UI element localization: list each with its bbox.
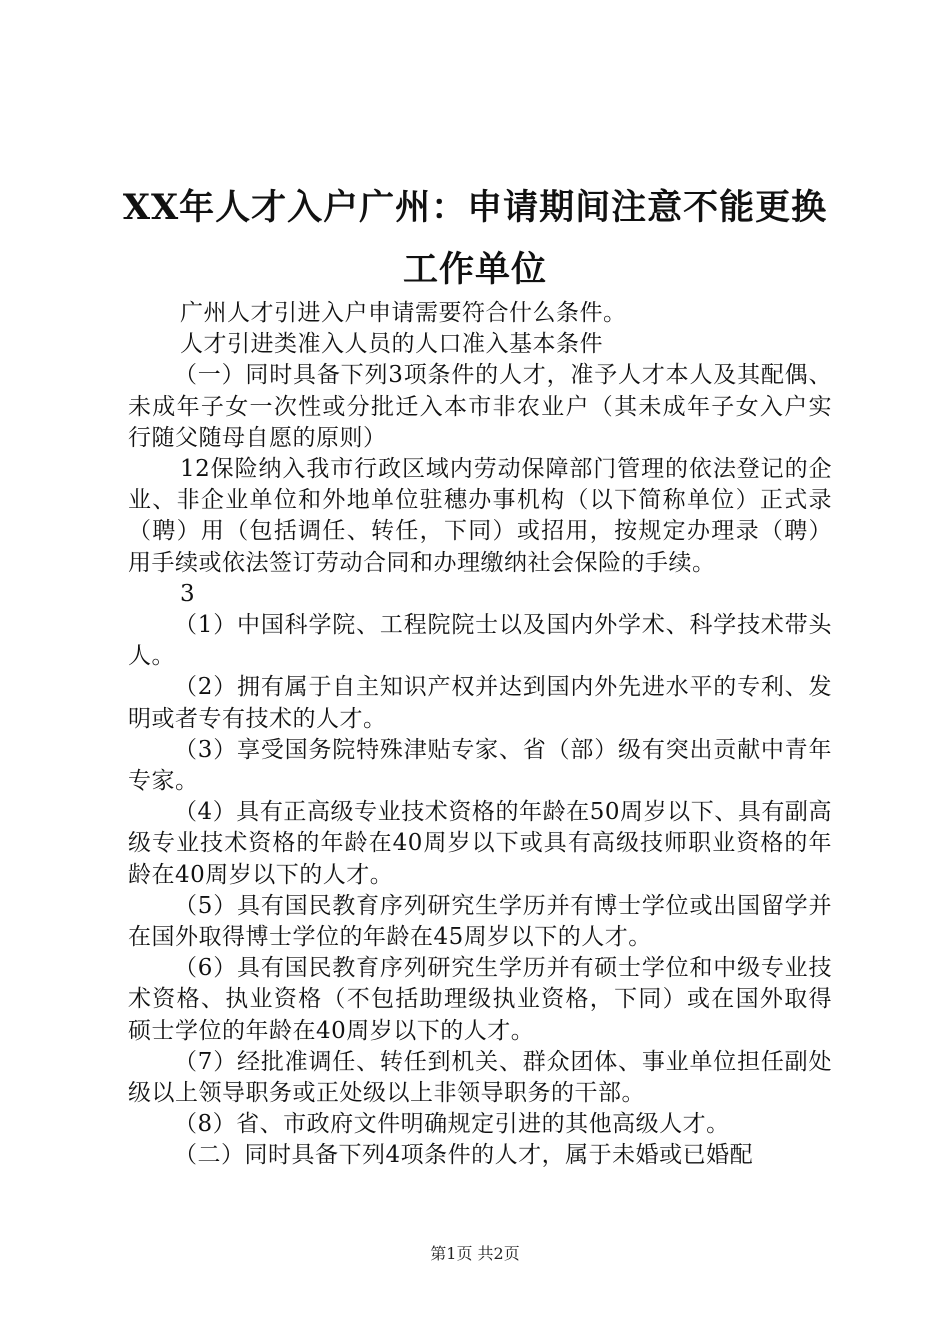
document-title-line-2: 工作单位 (402, 249, 547, 290)
document-body (128, 298, 832, 1172)
document-title-line-1: XX年人才入户广州：申请期间注意不能更换 (122, 187, 828, 228)
page-footer: 第1页 共2页 (430, 1244, 520, 1263)
paragraph-item-2: （2）拥有属于自主知识产权并达到国内外先进水平的专利、发明或者专有技术的人才。 (128, 674, 832, 732)
paragraph-item-7: （7）经批准调任、转任到机关、群众团体、事业单位担任副处级以上领导职务或正处级以上非领导职务的干部。 (128, 1048, 832, 1107)
paragraph-number-3: 3 (180, 580, 196, 607)
paragraph-basic-conditions: 人才引进类准入人员的人口准入基本条件 (180, 331, 603, 358)
paragraph-insurance: 12保险纳入我市行政区域内劳动保障部门管理的依法登记的企业、非企业单位和外地单位驻穗办事机构（以下简称单位）正式录（聘）用（包括调任、转任，下同）或招用，按规定办理录（聘）用手续或依法签订劳动合同和办理缴纳社会保险的手续。 (128, 456, 832, 576)
paragraph-item-8: （8）省、市政府文件明确规定引进的其他高级人才。 (174, 1111, 730, 1138)
paragraph-item-1: （1）中国科学院、工程院院士以及国内外学术、科学技术带头人。 (128, 612, 832, 670)
paragraph-condition-group-1: （一）同时具备下列3项条件的人才，准予人才本人及其配偶、未成年子女一次性或分批迁入本市非农业户（其未成年子女入户实行随父随母自愿的原则） (128, 362, 832, 451)
paragraph-condition-group-2: （二）同时具备下列4项条件的人才，属于未婚或已婚配 (174, 1142, 754, 1169)
paragraph-item-3: （3）享受国务院特殊津贴专家、省（部）级有突出贡献中青年专家。 (128, 736, 832, 795)
paragraph-intro: 广州人才引进入户申请需要符合什么条件。 (180, 300, 627, 326)
paragraph-item-6: （6）具有国民教育序列研究生学历并有硕士学位和中级专业技术资格、执业资格（不包括助理级执业资格，下同）或在国外取得硕士学位的年龄在40周岁以下的人才。 (128, 955, 832, 1044)
paragraph-item-4: （4）具有正高级专业技术资格的年龄在50周岁以下、具有副高级专业技术资格的年龄在40周岁以下或具有高级技师职业资格的年龄在40周岁以下的人才。 (128, 799, 832, 888)
paragraph-item-5: （5）具有国民教育序列研究生学历并有博士学位或出国留学并在国外取得博士学位的年龄在45周岁以下的人才。 (128, 892, 832, 951)
